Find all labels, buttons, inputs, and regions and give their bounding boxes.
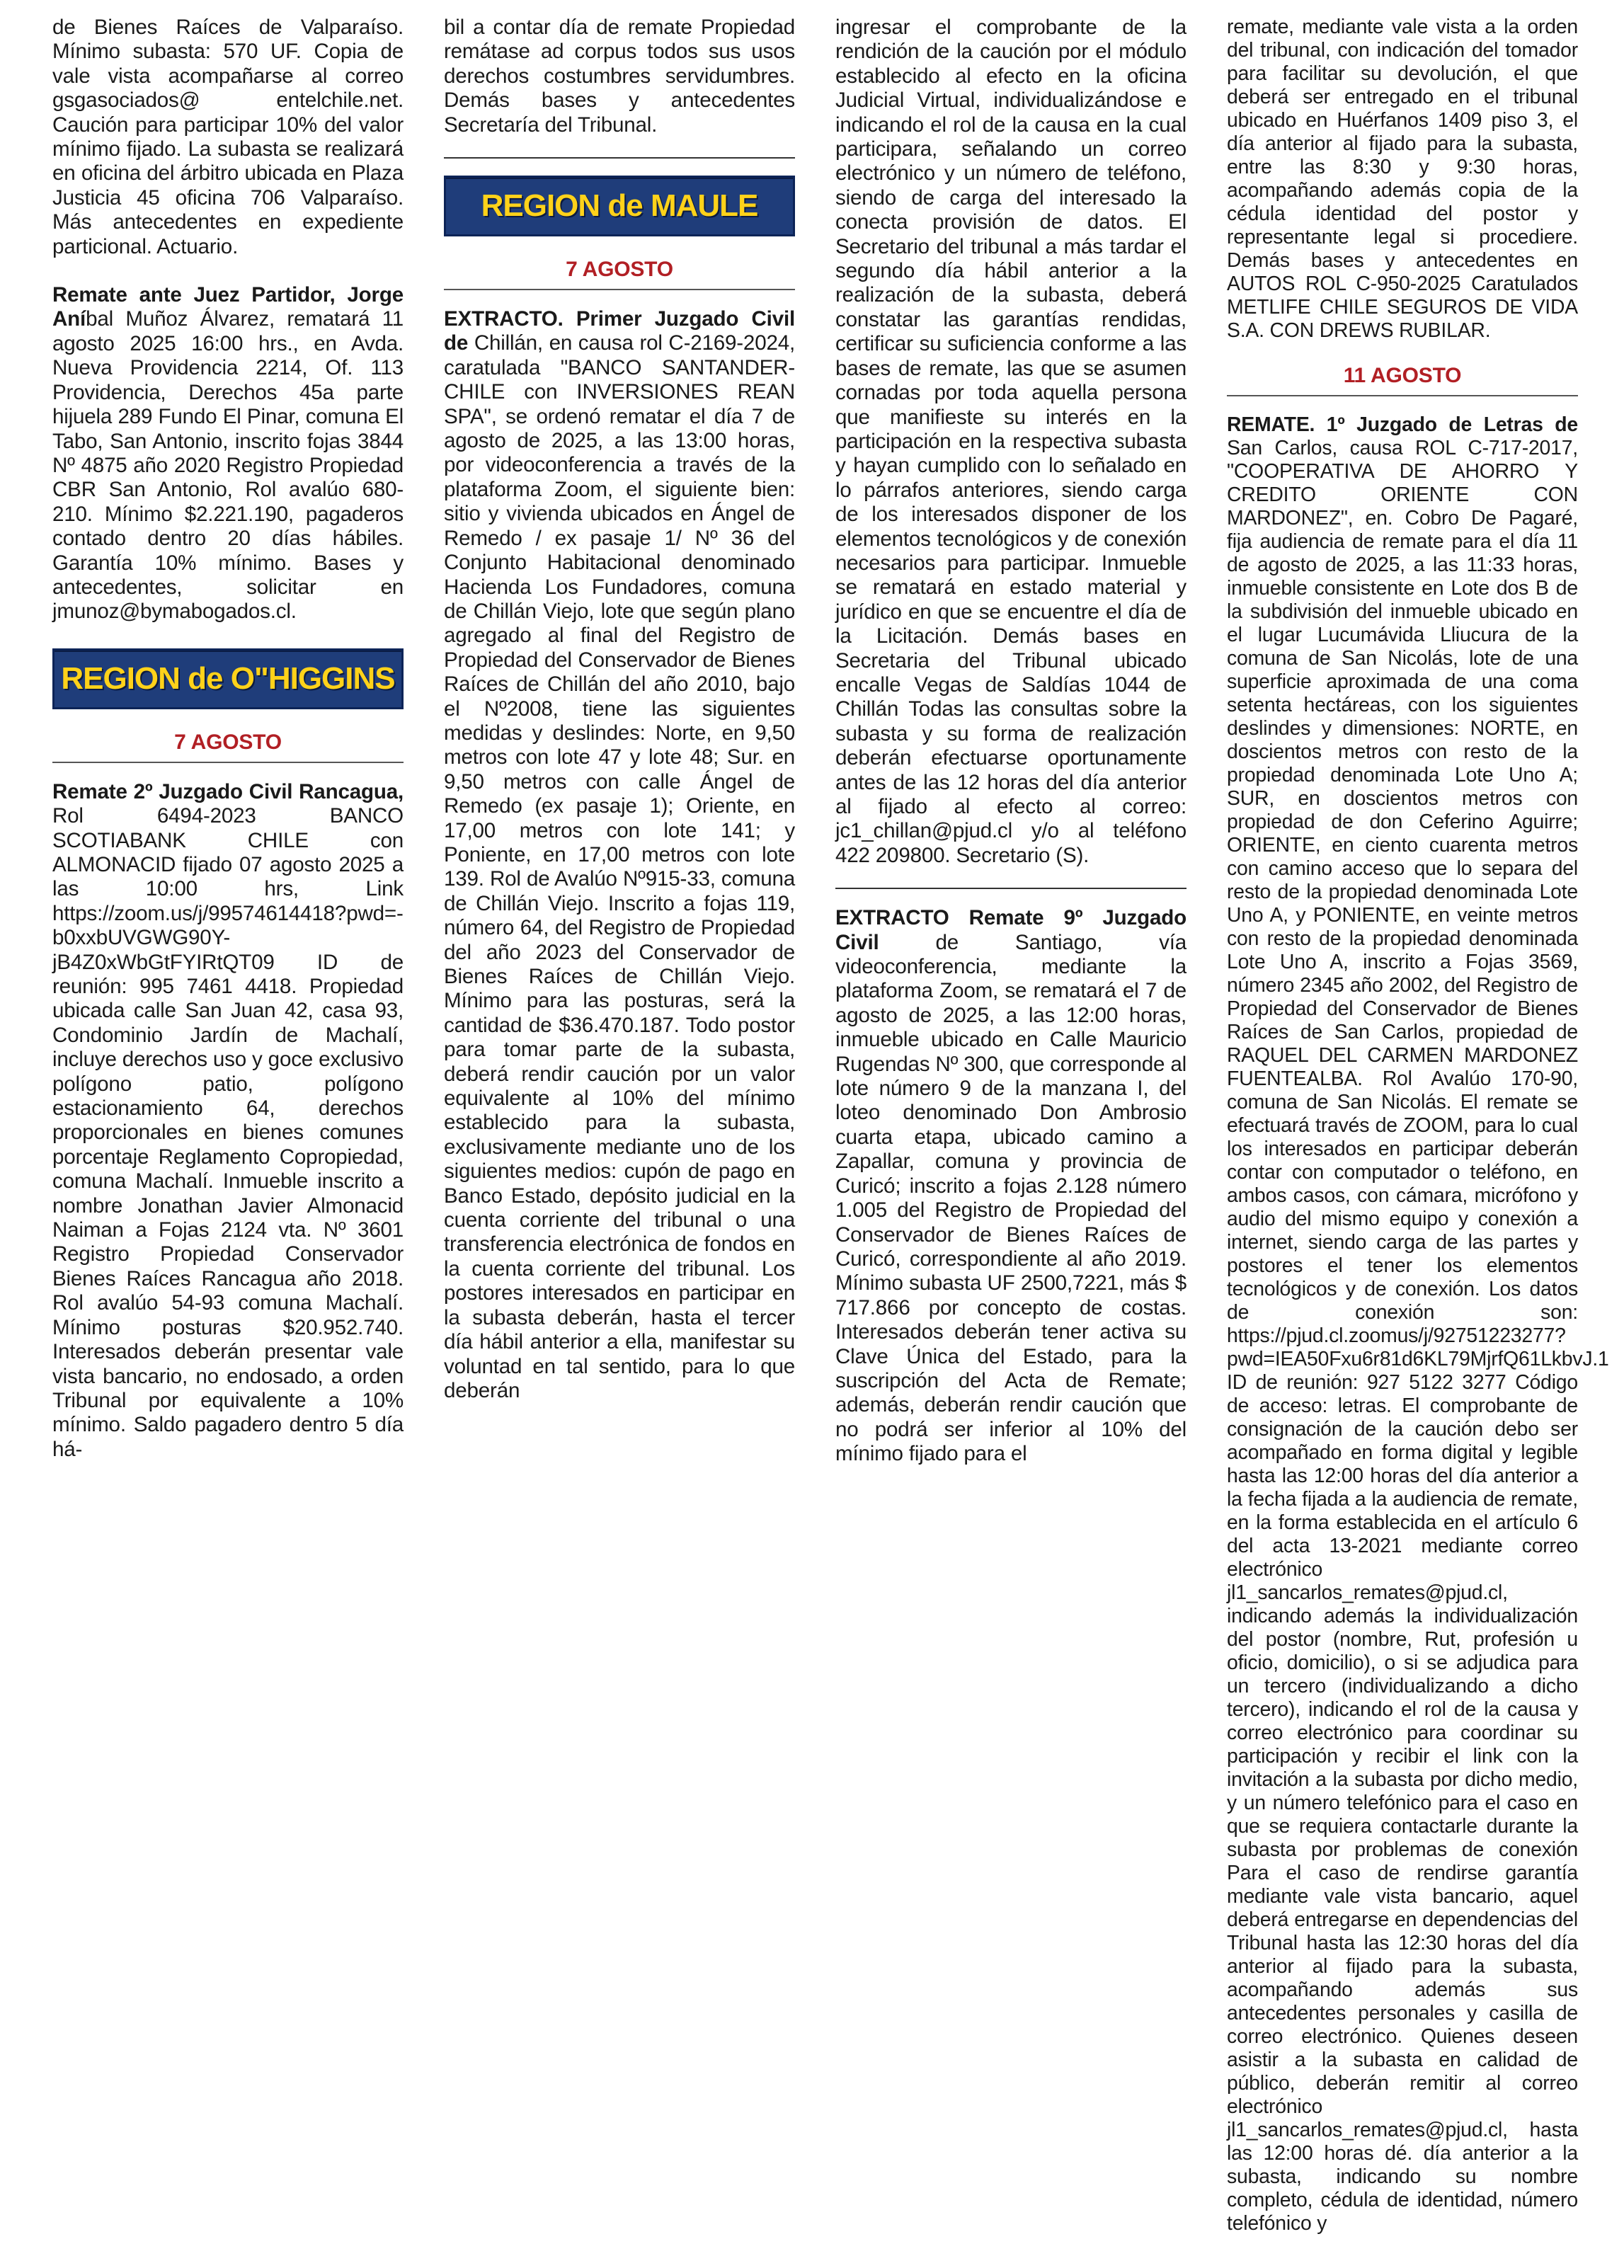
spacer <box>52 624 404 648</box>
notice-rancagua <box>52 780 404 1462</box>
notice-heading: Remate ante Juez Partidor, Jorge Aní <box>52 283 404 331</box>
column-2 <box>444 16 795 1403</box>
notice-chillan-tail: ingresar el comprobante de la rendición de la caución por el módulo establecido al efecto en la oficina Judicial Virtual, individualizándose e indicando el rol de la causa en la cual participara, señalando un correo electrónico y un número de teléfono, siendo de carga del interesado la conecta provisión de datos. El Secretario del tribunal a más tardar el segundo día hábil anterior a la realización de la subasta, deberá constatar las garantías rendidas, certificar su suficiencia conforme a las bases de remate, las que se asumen cornadas por toda aquella persona que manifieste su interés en la participación en la respectiva subasta y hayan cumplido con lo señalado en lo párrafos anteriores, siendo carga de los interesados disponer de los elementos tecnológicos y de conexión necesarios para participar. Inmueble se rematará en estado material y jurídico en que se encuentre el día de la Licitación. Demás bases en Secretaria del Tribunal ubicado encalle Vegas de Saldías 1044 de Chillán Todas las consultas sobre la subasta y su forma de realización deberán efectuarse oportunamente antes de las 12 horas del día anterior al fijado al efecto al correo: jc1_chillan@pjud.cl y/o al teléfono 422 209800. Secretario (S). <box>835 16 1186 867</box>
divider <box>52 762 404 763</box>
region-banner-label: REGION de MAULE <box>481 188 758 224</box>
notice-body: Chillán, en causa rol C-2169-2024, caratulada "BANCO SANTANDER- CHILE con INVERSIONES REAN SPA", se ordenó rematar el día 7 de agosto de 2025, a las 13:00 horas, por videoconferencia a través de la plataforma Zoom, el siguiente bien: sitio y vivienda ubicados en Ángel de Remedo / ex pasaje 1/ Nº 36 del Conjunto Habitacional denominado Hacienda Los Fundadores, comuna de Chillán Viejo, lote que según plano agregado al final del Registro de Propiedad del Conservador de Bienes Raíces de Chillán del año 2010, bajo el Nº2008, tiene las siguientes medidas y deslindes: Norte, en 9,50 metros con lote 47 y lote 48; Sur. en 9,50 metros con calle Ángel de Remedo (ex pasaje 1); Oriente, en 17,00 metros con lote 141; y Poniente, en 17,00 metros con lote 139. Rol de Avalúo Nº915-33, comuna de Chillán Viejo. Inscrito a fojas 119, número 64, del Registro de Propiedad del año 2023 del Conservador de Bienes Raíces de Chillán Viejo. Mínimo para las posturas, será la cantidad de $36.470.187. Todo postor para tomar parte de la subasta, deberá rendir caución por un valor equivalente al 10% del mínimo establecido para la subasta, exclusivamente mediante uno de los siguientes medios: cupón de pago en Banco Estado, depósito judicial en la cuenta corriente del tribunal o una transferencia electrónica de fondos en la cuenta corriente del tribunal. Los postores interesados en participar en la subasta deberán, hasta el tercer día hábil anterior a ella, manifestar su voluntad en tal sentido, para lo que deberán <box>444 331 795 1402</box>
divider <box>835 888 1186 889</box>
notice-santiago-tail: remate, mediante vale vista a la orden del tribunal, con indicación del tomador para facilitar su devolución, el que deberá ser entregado en el tribunal ubicado en Huérfanos 1409 piso 3, el día anterior al fijado para la subasta, entre las 8:30 y 9:30 horas, acompañando además copia de la cédula identidad del postor y representante legal si procediere. Demás bases y antecedentes en AUTOS ROL C-950-2025 Caratulados METLIFE CHILE SEGUROS DE VIDA S.A. CON DREWS RUBILAR. <box>1227 16 1578 342</box>
notice-heading: Remate 2º Juzgado Civil Rancagua, <box>52 779 404 803</box>
divider <box>444 157 795 159</box>
notice-rancagua-tail: bil a contar día de remate Propiedad remátase ad corpus todos sus usos derechos costumbres servidumbres. Demás bases y antecedentes Secretaría del Tribunal. <box>444 16 795 137</box>
notice-body: Rol 6494-2023 BANCO SCOTIABANK CHILE con ALMONACID fijado 07 agosto 2025 a las 10:00 hrs, Link https://zoom.us/j/99574614418?pwd=-b0xxbUVGWG90Y-jB4Z0xWbGtFYIRtQT09 ID de reunión: 995 7461 4418. Propiedad ubicada calle San Juan 42, casa 93, Condominio Jardín de Machalí, incluye derechos uso y goce exclusivo polígono patio, polígono estacionamiento 64, derechos proporcionales en bienes comunes porcentaje Reglamento Copropiedad, comuna Machalí. Inmueble inscrito a nombre Jonathan Javier Almonacid Naiman a Fojas 2124 vta. Nº 3601 Registro Propiedad Conservador Bienes Raíces Rancagua año 2018. Rol avalúo 54-93 comuna Machalí. Mínimo posturas $20.952.740. Interesados deberán presentar vale vista bancario, no endosado, a orden Tribunal por equivalente a 10% mínimo. Saldo pagadero dentro 5 día há- <box>52 804 404 1461</box>
column-4 <box>1227 16 1609 2235</box>
notice-heading: REMATE. 1º Juzgado de Letras de <box>1227 413 1578 436</box>
date-heading: 7 AGOSTO <box>174 730 282 754</box>
notice-body: de Santiago, vía videoconferencia, mediante la plataforma Zoom, se rematará el 7 de agosto de 2025, a las 12:00 horas, inmueble ubicado en Calle Mauricio Rugendas Nº 300, que corresponde al lote número 9 de la manzana I, del loteo denominado Don Ambrosio cuarta etapa, ubicado camino a Zapallar, comuna y provincia de Curicó; inscrito a fojas 2.128 número 1.005 del Registro de Propiedad del Conservador de Bienes Raíces de Curicó, correspondiente al año 2019. Mínimo subasta UF 2500,7221, más $ 717.866 por concepto de costas. Interesados deberán tener activa su Clave Única del Estado, para la suscripción del Acta de Remate; además, deberán rendir caución que no podrá ser inferior al 10% del mínimo fijado para el <box>835 930 1186 1466</box>
notice-valparaiso-tail: de Bienes Raíces de Valparaíso. Mínimo subasta: 570 UF. Copia de vale vista acompañarse al correo gsgasociados@ entelchile.net. Caución para participar 10% del valor mínimo fijado. La subasta se realizará en oficina del árbitro ubicada en Plaza Justicia 45 oficina 706 Valparaíso. Más antecedentes en expediente particional. Actuario. <box>52 16 404 258</box>
notice-heading: EXTRACTO Remate 9º Juzgado Civil <box>835 906 1186 954</box>
notice-juez-partidor <box>52 283 404 624</box>
notice-body: San Carlos, causa ROL C-717-2017, "COOPERATIVA DE AHORRO Y CREDITO ORIENTE CON MARDONEZ", en. Cobro De Pagaré, fija audiencia de remate para el día 11 de agosto de 2025, a las 11:33 horas, inmueble consistente en Lote dos B de la subdivisión del inmueble ubicado en el lugar Lucumávida Lliucura de la comuna de San Nicolás, lote de una superficie aproximada de una coma setenta hectáreas, con los siguientes deslindes y dimensiones: NORTE, en doscientos metros con resto de la propiedad denominada Lote Uno A; SUR, en doscientos metros con propiedad de don Ceferino Aguirre; ORIENTE, en ciento cuarenta metros con camino acceso que lo separa del resto de la propiedad denominada Lote Uno A, y PONIENTE, en veinte metros con resto de la propiedad denominada Lote Uno A, inscrito a Fojas 3569, número 2345 año 2002, del Registro de Propiedad del Conservador de Bienes Raíces de San Carlos, propiedad de RAQUEL DEL CARMEN MARDONEZ FUENTEALBA. Rol Avalúo 170-90, comuna de San Nicolás. El remate se efectuará través de ZOOM, para lo cual los interesados en participar deberán contar con computador o teléfono, en ambos casos, con cámara, micrófono y audio del mismo equipo y conexión a internet, siendo carga de las partes y postores el tener los elementos tecnológicos y de conexión. Los datos de conexión son: https://pjud.cl.zoomus/j/92751223277?pwd=IEA50Fxu6r81d6KL79MjrfQ61LkbvJ.1 ID de reunión: 927 5122 3277 Código de acceso: letras. El comprobante de consignación de la caución debo ser acompañado en forma digital y legible hasta las 12:00 horas del día anterior a la fecha fijada a la audiencia de remate, en la forma establecida en el artículo 6 del acta 13-2021 mediante correo electrónico jl1_sancarlos_remates@pjud.cl, indicando además la individualización del postor (nombre, Rut, profesión u oficio, domicilio), o si se adjudica para un tercero (individualizando a dicho tercero), indicando el rol de la causa y correo electrónico para coordinar su participación y recibir el link con la invitación a la subasta por dicho medio, y un número telefónico para el caso en que se requiera contactarle durante la subasta por problemas de conexión Para el caso de rendirse garantía mediante vale vista bancario, aquel deberá entregarse en dependencias del Tribunal hasta las 12:30 horas del día anterior al fijado para la subasta, acompañando además sus antecedentes personales y casilla de correo electrónico. Quienes deseen asistir a la subasta en calidad de público, deberán remitir al correo electrónico jl1_sancarlos_remates@pjud.cl, hasta las 12:00 horas dé. día anterior a la subasta, indicando su nombre completo, cédula de identidad, número telefónico y <box>1227 437 1609 2235</box>
column-1 <box>52 16 404 1462</box>
notice-chillan <box>444 307 795 1403</box>
divider <box>1227 395 1578 396</box>
region-banner-maule <box>444 176 795 236</box>
notice-san-carlos <box>1227 413 1609 2235</box>
region-banner-ohiggins <box>52 648 404 709</box>
divider <box>444 289 795 290</box>
region-banner-label: REGION de O"HIGGINS <box>61 660 395 696</box>
date-heading: 7 AGOSTO <box>566 258 673 282</box>
notice-santiago <box>835 906 1186 1466</box>
column-3 <box>835 16 1186 1467</box>
notice-body: bal Muñoz Álvarez, rematará 11 agosto 2025 16:00 hrs., en Avda. Nueva Providencia 2214, Of. 113 Providencia, Derechos 45a parte hijuela 289 Fundo El Pinar, comuna El Tabo, San Antonio, inscrito fojas 3844 Nº 4875 año 2020 Registro Propiedad CBR San Antonio, Rol avalúo 680-210. Mínimo $2.221.190, pagaderos contado dentro 20 días hábiles. Garantía 10% mínimo. Bases y antecedentes, solicitar en jmunoz@bymabogados.cl. <box>52 307 404 624</box>
spacer <box>52 259 404 283</box>
notice-heading: EXTRACTO. Primer Juzgado Civil de <box>444 307 795 355</box>
date-heading: 11 AGOSTO <box>1343 364 1462 387</box>
